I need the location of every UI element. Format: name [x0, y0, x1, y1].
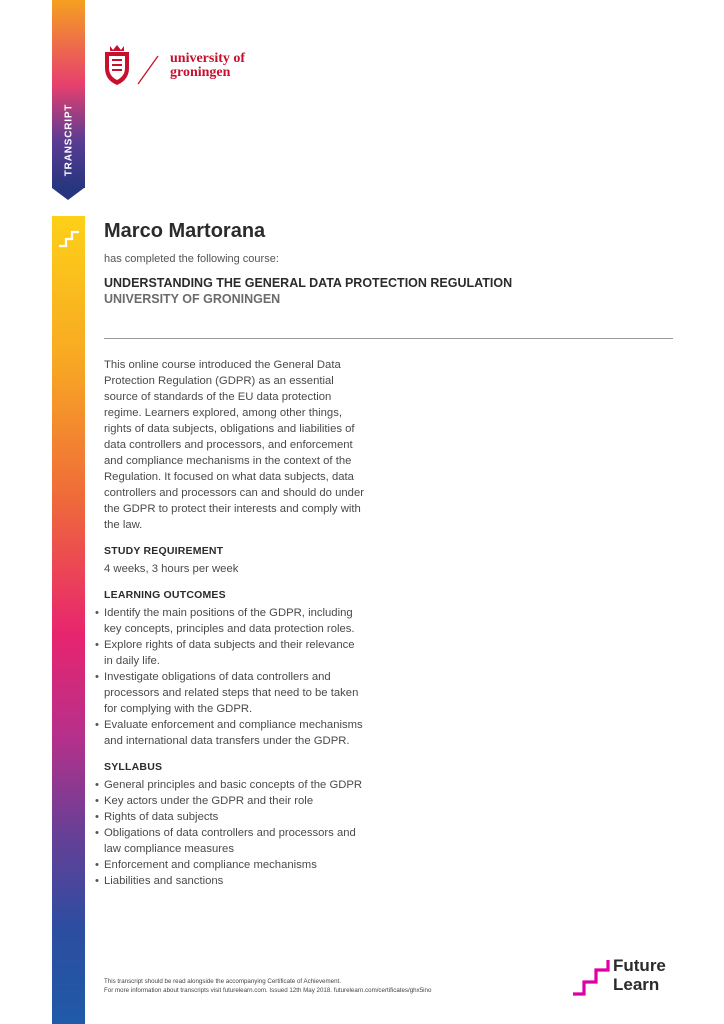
syllabus-heading: SYLLABUS — [104, 761, 163, 773]
university-crest-icon — [102, 44, 162, 88]
learning-outcomes-heading: LEARNING OUTCOMES — [104, 589, 226, 601]
university-wordmark-line1: university of — [170, 51, 246, 66]
footer-note — [104, 977, 544, 995]
sidebar-band-gradient — [52, 216, 85, 1024]
list-item: • Explore rights of data subjects and their relevance in daily life. — [104, 637, 366, 669]
list-item: • Obligations of data controllers and processors and law compliance measures — [104, 825, 366, 857]
divider — [104, 338, 673, 339]
course-title: UNDERSTANDING THE GENERAL DATA PROTECTION REGULATION — [104, 276, 513, 290]
list-item: • Identify the main positions of the GDPR, including key concepts, principles and data protection roles. — [104, 605, 366, 637]
footer-line-2: For more information about transcripts visit futurelearn.com. Issued 12th May 2018. futurelearn.com/certificates/ghx5ino — [104, 987, 432, 994]
list-item: • Liabilities and sanctions — [104, 873, 366, 889]
course-description: This online course introduced the General Data Protection Regulation (GDPR) as an essential source of standards of the EU data protection regime. Learners explored, among other things, rights of data subjects, obligations and liabilities of data controllers and processors, and enforcement and compliance mechanisms in the context of the Regulation. It focused on what data subjects, data controllers and processors can and should do under the GDPR to protect their interests and comply with the law. — [104, 359, 364, 531]
university-wordmark-line2: groningen — [170, 65, 231, 80]
futurelearn-wordmark — [613, 956, 666, 994]
list-item: • General principles and basic concepts of the GDPR — [104, 777, 366, 793]
stair-icon — [58, 226, 80, 248]
sidebar-notch — [52, 188, 84, 200]
course-institution: UNIVERSITY OF GRONINGEN — [104, 292, 281, 306]
transcript-content — [104, 357, 366, 889]
footer-line-1: This transcript should be read alongside the accompanying Certificate of Achievement. — [104, 978, 341, 985]
completed-statement: has completed the following course: — [104, 253, 279, 265]
list-item: • Investigate obligations of data controllers and processors and related steps that need to be taken for complying with the GDPR. — [104, 669, 366, 717]
list-item: • Rights of data subjects — [104, 809, 366, 825]
list-item: • Key actors under the GDPR and their role — [104, 793, 366, 809]
syllabus-list — [104, 777, 366, 889]
futurelearn-wordmark-line1: Future — [613, 956, 666, 975]
university-wordmark — [170, 52, 245, 80]
futurelearn-wordmark-line2: Learn — [613, 975, 660, 994]
study-requirement-heading: STUDY REQUIREMENT — [104, 545, 224, 557]
learning-outcomes-list — [104, 605, 366, 749]
list-item: • Enforcement and compliance mechanisms — [104, 857, 366, 873]
study-requirement-value: 4 weeks, 3 hours per week — [104, 563, 239, 575]
transcript-label — [52, 95, 85, 185]
learner-name: Marco Martorana — [104, 220, 266, 242]
list-item: • Evaluate enforcement and compliance mechanisms and international data transfers under the GDPR. — [104, 717, 366, 749]
transcript-label-text: TRANSCRIPT — [63, 103, 74, 177]
